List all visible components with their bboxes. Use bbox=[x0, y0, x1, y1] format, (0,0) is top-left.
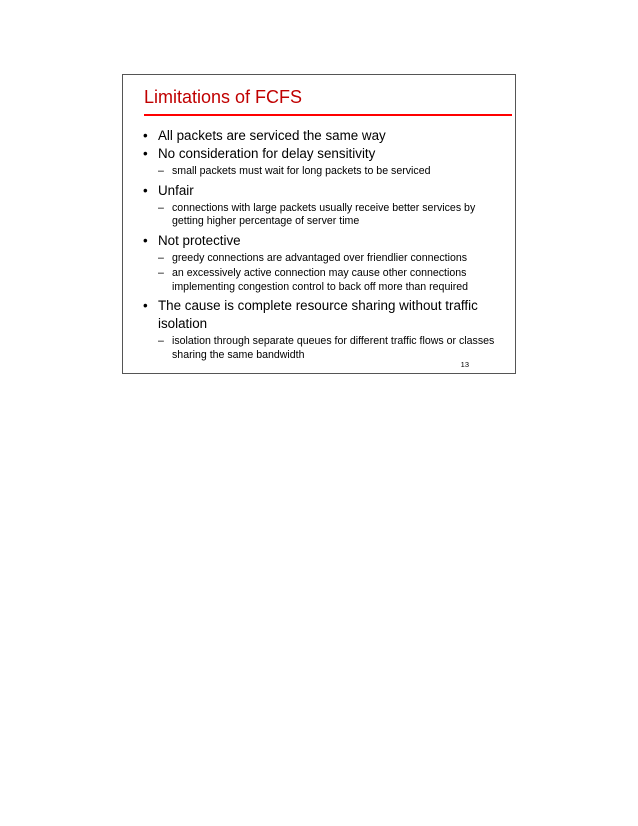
sub-bullet-list bbox=[158, 335, 501, 362]
dash-icon: – bbox=[158, 251, 164, 264]
dash-icon: – bbox=[158, 267, 164, 279]
bullet-dot-icon: • bbox=[143, 146, 148, 161]
sub-bullet-text: greedy connections are advantaged over friendlier connections bbox=[172, 251, 468, 264]
bullet-item bbox=[141, 232, 501, 295]
sub-bullet-item bbox=[158, 335, 501, 362]
dash-icon: – bbox=[158, 165, 164, 177]
sub-bullet-list bbox=[158, 202, 501, 229]
bullet-item bbox=[141, 127, 501, 145]
sub-bullet-text: isolation through separate queues for different traffic flows or classes sharing the same bandwidth bbox=[172, 335, 495, 361]
sub-bullet-text: small packets must wait for long packets to be serviced bbox=[172, 165, 431, 177]
sub-bullet-text: connections with large packets usually receive better services by getting higher percentage of server time bbox=[172, 201, 476, 227]
bullet-text: All packets are serviced the same way bbox=[158, 128, 386, 143]
sub-bullet-list bbox=[158, 165, 501, 179]
slide bbox=[122, 74, 516, 374]
bullet-dot-icon: • bbox=[143, 182, 148, 198]
sub-bullet-text: an excessively active connection may cause other connections implementing congestion control to back off more than required bbox=[172, 267, 469, 293]
bullet-item bbox=[141, 297, 501, 362]
bullet-dot-icon: • bbox=[143, 128, 148, 143]
page-number: 13 bbox=[460, 360, 469, 369]
bullet-text: Not protective bbox=[158, 232, 241, 248]
bullet-text: The cause is complete resource sharing without traffic isolation bbox=[158, 298, 478, 331]
dash-icon: – bbox=[158, 201, 164, 214]
bullet-text: No consideration for delay sensitivity bbox=[158, 146, 376, 161]
dash-icon: – bbox=[158, 335, 164, 347]
title-underline bbox=[144, 114, 512, 116]
bullet-dot-icon: • bbox=[143, 298, 148, 313]
sub-bullet-item bbox=[158, 267, 501, 294]
bullet-dot-icon: • bbox=[143, 232, 148, 248]
sub-bullet-list bbox=[158, 252, 501, 295]
slide-content bbox=[141, 127, 501, 365]
sub-bullet-item bbox=[158, 165, 501, 179]
slide-title: Limitations of FCFS bbox=[144, 87, 303, 107]
bullet-list bbox=[141, 127, 501, 362]
bullet-item bbox=[141, 145, 501, 179]
bullet-item bbox=[141, 182, 501, 229]
sub-bullet-item bbox=[158, 202, 501, 229]
sub-bullet-item bbox=[158, 252, 501, 266]
bullet-text: Unfair bbox=[158, 182, 194, 198]
